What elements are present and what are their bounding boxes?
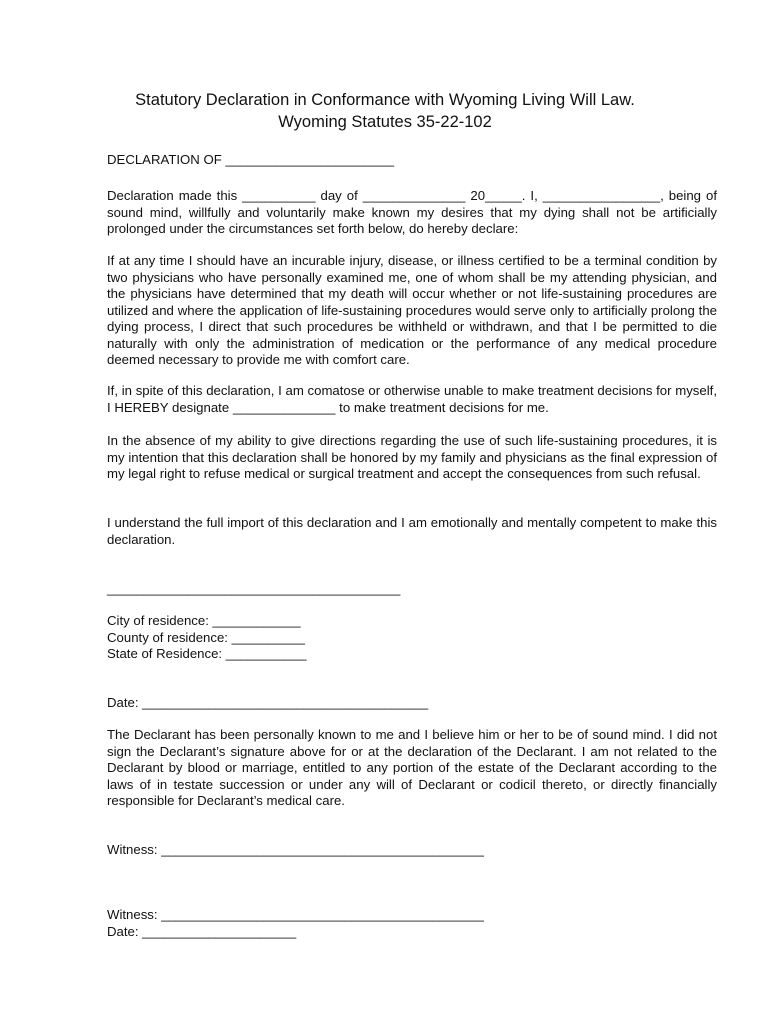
document-subtitle: Wyoming Statutes 35-22-102 xyxy=(278,113,492,131)
witness-statement-paragraph: The Declarant has been personally known to me and I believe him or her to be of sound mind. I did not sign the Declarant’s signature above for or at the declaration of the Declarant. I am not related to the Declarant by blood or marriage, entitled to any portion of the estate of the Declarant according to the laws of in testate succession or under any will of Declarant or codicil thereto, or directly financially responsible for Declarant’s medical care. xyxy=(107,727,717,808)
witness-block-2 xyxy=(107,907,717,940)
witness-line-1: Witness: ____________________________________________ xyxy=(107,842,484,857)
declaration-of-line: DECLARATION OF _______________________ xyxy=(107,152,395,167)
witness-date-line: Date: _____________________ xyxy=(107,923,297,939)
document-title: Statutory Declaration in Conformance with Wyoming Living Will Law. xyxy=(135,91,635,109)
residence-block xyxy=(107,613,717,663)
understand-paragraph: I understand the full import of this declaration and I am emotionally and mentally competent to make this declaration. xyxy=(107,515,717,547)
designate-paragraph: If, in spite of this declaration, I am comatose or otherwise unable to make treatment decisions for myself, I HEREBY designate ______________ to make treatment decisions for me. xyxy=(107,383,717,415)
date-line: Date: _______________________________________ xyxy=(107,695,429,710)
terminal-condition-paragraph: If at any time I should have an incurable injury, disease, or illness certified to be a terminal condition by two physicians who have personally examined me, one of whom shall be my attending physician, and the physicians have determined that my death will occur whether or not life-sustaining procedures are utilized and where the application of life-sustaining procedures would serve only to artificially prolong the dying process, I direct that such procedures be withheld or withdrawn, and that I be permitted to die naturally with only the administration of medication or the performance of any medical procedure deemed necessary to provide me with comfort care. xyxy=(107,253,717,367)
state-of-residence: State of Residence: ___________ xyxy=(107,646,307,661)
witness-line-2: Witness: ____________________________________________ xyxy=(107,907,484,922)
declaration-made-paragraph: Declaration made this __________ day of ______________ 20_____. I, ________________, being of sound mind, willfully and voluntarily make known my desires that my dying shall not be artificially prolonged under the circumstances set forth below, do hereby declare: xyxy=(107,188,717,236)
absence-paragraph: In the absence of my ability to give directions regarding the use of such life-sustaining procedures, it is my intention that this declaration shall be honored by my family and physicians as the final expression of my legal right to refuse medical or surgical treatment and accept the consequences from such refusal. xyxy=(107,433,717,481)
county-of-residence: County of residence: __________ xyxy=(107,629,305,645)
city-of-residence: City of residence: ____________ xyxy=(107,613,301,628)
declarant-signature-line: ________________________________________ xyxy=(107,581,401,596)
